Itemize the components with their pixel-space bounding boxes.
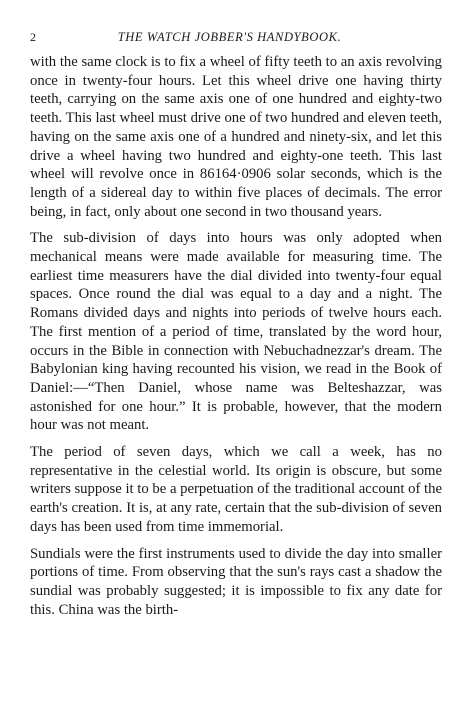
running-head bbox=[30, 30, 429, 46]
paragraph-gear-train: with the same clock is to fix a wheel of fifty teeth to an axis revolving once in twenty-four hours. Let this wheel drive one having thirty teeth, carrying on the same axis one of one hundred and eighty-two teeth. This last wheel must drive one of two hundred and eleven teeth, having on the same axis one of a hundred and ninety-six, and let this drive a wheel having two hundred and eighty-one teeth. This last wheel will revolve once in 86164·0906 solar seconds, which is the length of a sidereal day to within five places of decimals. The error being, in fact, only about one second in two thousand years. bbox=[30, 54, 442, 220]
page-number: 2 bbox=[30, 30, 37, 44]
running-title: THE WATCH JOBBER'S HANDYBOOK. bbox=[117, 30, 342, 44]
body-text bbox=[30, 53, 442, 619]
paragraph-sundials: Sundials were the first instruments used to divide the day into smaller portions of time. From observing that the sun's rays cast a shadow the sundial was probably suggested; it is impossible to fix any date for this. China was the birth- bbox=[30, 545, 442, 618]
paragraph-hours: The sub-division of days into hours was only adopted when mechanical means were made available for measuring time. The earliest time measurers have the dial divided into twenty-four equal spaces. Once round the dial was equal to a day and a night. The Romans divided days and nights into periods of twelve hours each. The first mention of a period of time, translated by the word hour, occurs in the Bible in connection with Nebuchadnezzar's dream. The Babylonian king having recounted his vision, we read in the Book of Daniel:—“Then Daniel, whose name was Belteshazzar, was astonished for one hour.” It is probable, however, that the modern hour was not meant. bbox=[30, 230, 442, 434]
paragraph-week: The period of seven days, which we call a week, has no representative in the celestial world. Its origin is obscure, but some writers suppose it to be a perpetuation of the traditional account of the earth's creation. It is, at any rate, certain that the sub-division of seven days has been used from time immemorial. bbox=[30, 444, 442, 535]
